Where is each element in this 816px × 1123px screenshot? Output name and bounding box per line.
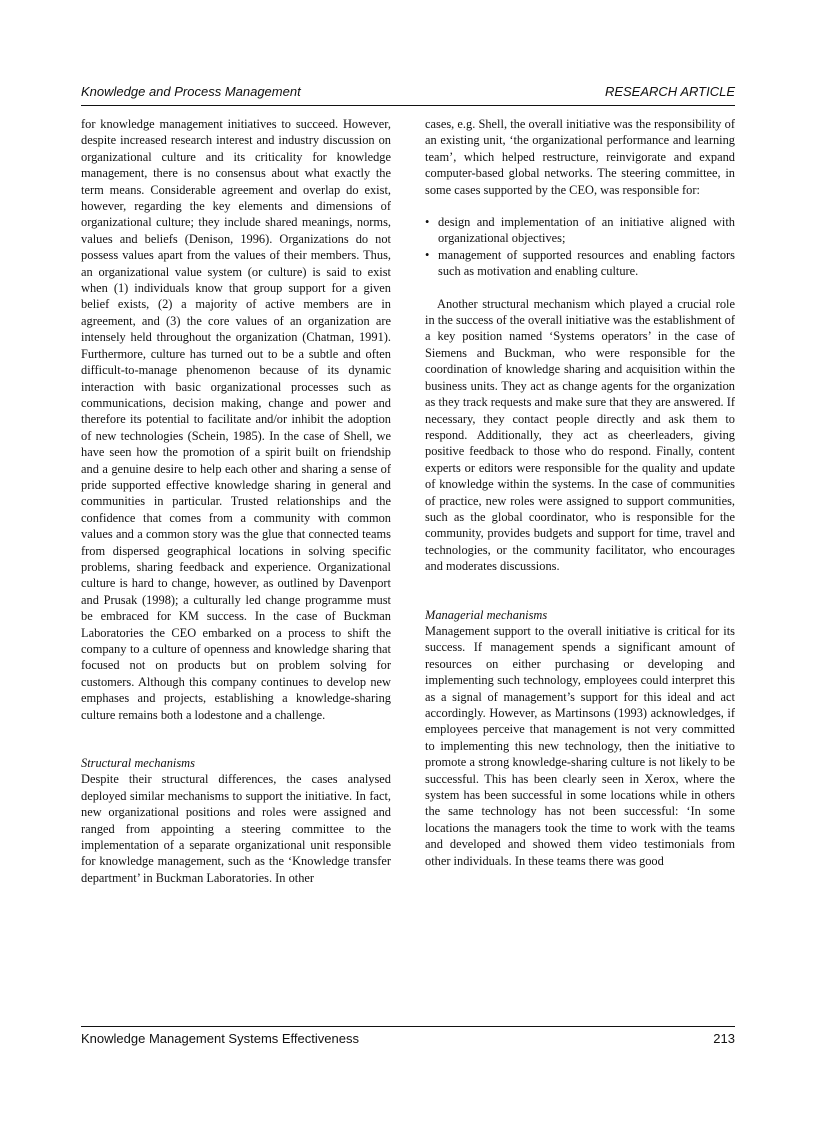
- list-item-text: management of supported resources and enabling factors such as motivation and enabling culture.: [438, 247, 735, 279]
- body-paragraph: Despite their structural differences, the cases analysed deployed similar mechanisms to support the initiative. In fact, new organizational positions and roles were assigned and ranged from appointing a steering committee to the implementation of a separate organizational unit responsible for knowledge management, such as the ‘Knowledge transfer department’ in Buckman Laboratories. In other: [81, 772, 391, 885]
- list-item: [425, 214, 735, 247]
- section-heading-structural: Structural mechanisms: [81, 756, 195, 771]
- page-number: 213: [713, 1031, 735, 1046]
- body-paragraph: Management support to the overall initiative is critical for its success. If management spends a significant amount of resources on either purchasing or developing and implementing such technology, employees could interpret this as a signal of management’s support for this ideal and act accordingly. However, as Martinsons (1993) acknowledges, if employees perceive that management is not very committed to implementing this new technology, then the initiative to promote a strong knowledge-sharing culture is not likely to be successful. This has been clearly seen in Xerox, where the system has been successful in some locations while in others the same technology has not been successful: ‘In some locations the managers took the time to work with the teams and developed and showed them video testimonials from other individuals. In these teams there was good: [425, 623, 735, 868]
- footer-title: Knowledge Management Systems Effectiveness: [81, 1031, 359, 1046]
- journal-title: Knowledge and Process Management: [81, 84, 301, 99]
- body-paragraph: for knowledge management initiatives to succeed. However, despite increased research interest and industry discussion on organizational culture and its criticality for knowledge management, there is no consensus about what exactly the term means. Considerable agreement and overlap do exist, however, regarding the key elements and dimensions of organizational culture; they include shared meanings, norms, values and beliefs (Denison, 1996). Organizations do not possess values apart from the values of their members. Thus, an organizational value system (or culture) is said to exist when (1) individuals know that group support for a given belief exists, (2) a majority of active members are in agreement, and (3) the core values of an organization are intensely held throughout the organization (Chatman, 1991). Furthermore, culture has turned out to be a subtle and often difficult-to-manage phenomenon because of its dynamic interaction with basic organizational processes such as communications, decision making, change and power and therefore its potential to facilitate and/or inhibit the adoption of new technologies (Schein, 1985). In the case of Shell, we have seen how the promotion of a spirit built on friendship and a genuine desire to help each other and sharing a sense of pride supported effective knowledge sharing in general and communities in particular. Trusted relationships and the confidence that comes from a community with common values and a common story was the glue that connected teams from dispersed geographical locations in solving specific problems, sharing feedback and experience. Organizational culture is hard to change, however, as outlined by Davenport and Prusak (1998); a culturally led change programme must be embraced for KM success. In the case of Buckman Laboratories the CEO embarked on a process to shift the company to a culture of openness and knowledge sharing that focused not on products but on problem solving for customers. Although this company continues to develop new emphases and projects, establishing a knowledge-sharing culture remains both a lodestone and a challenge.: [81, 117, 391, 722]
- footer-rule: [81, 1026, 735, 1027]
- section-heading-managerial: Managerial mechanisms: [425, 607, 548, 622]
- bullet-icon: •: [425, 247, 430, 262]
- body-paragraph: Another structural mechanism which played a crucial role in the success of the overall initiative was the establishment of a key position named ‘Systems operators’ in the case of Siemens and Buckman, who were responsible for the coordination of knowledge sharing and acquisition within the business units. They act as change agents for the organization as they track requests and make sure that they are answered. If necessary, they contact people directly and ask them to respond. Additionally, they act as cheerleaders, giving positive feedback to those who do respond. Finally, content experts or editors were responsible for the quality and update of knowledge within the systems. In the case of communities of practice, new roles were assigned to support communities, such as the global coordinator, who is responsible for the community, provides budgets and support for time, travel and technologies, or the community facilitator, who encourages and moderates discussions.: [425, 296, 735, 574]
- header-rule: [81, 105, 735, 106]
- bullet-icon: •: [425, 215, 430, 230]
- bullet-list: [425, 214, 735, 280]
- left-column: [81, 116, 391, 886]
- running-header: [81, 84, 735, 104]
- running-footer: [81, 1031, 735, 1051]
- body-paragraph: cases, e.g. Shell, the overall initiative was the responsibility of an existing unit, ‘the organizational performance and learning team’, which helped restructure, reinvigorate and expand computer-based global networks. The steering committee, in some cases supported by the CEO, was responsible for:: [425, 117, 735, 197]
- article-type: RESEARCH ARTICLE: [604, 84, 735, 99]
- list-item-text: design and implementation of an initiative aligned with organizational objectives;: [438, 215, 735, 246]
- list-item: [425, 247, 735, 280]
- right-column: [425, 116, 735, 869]
